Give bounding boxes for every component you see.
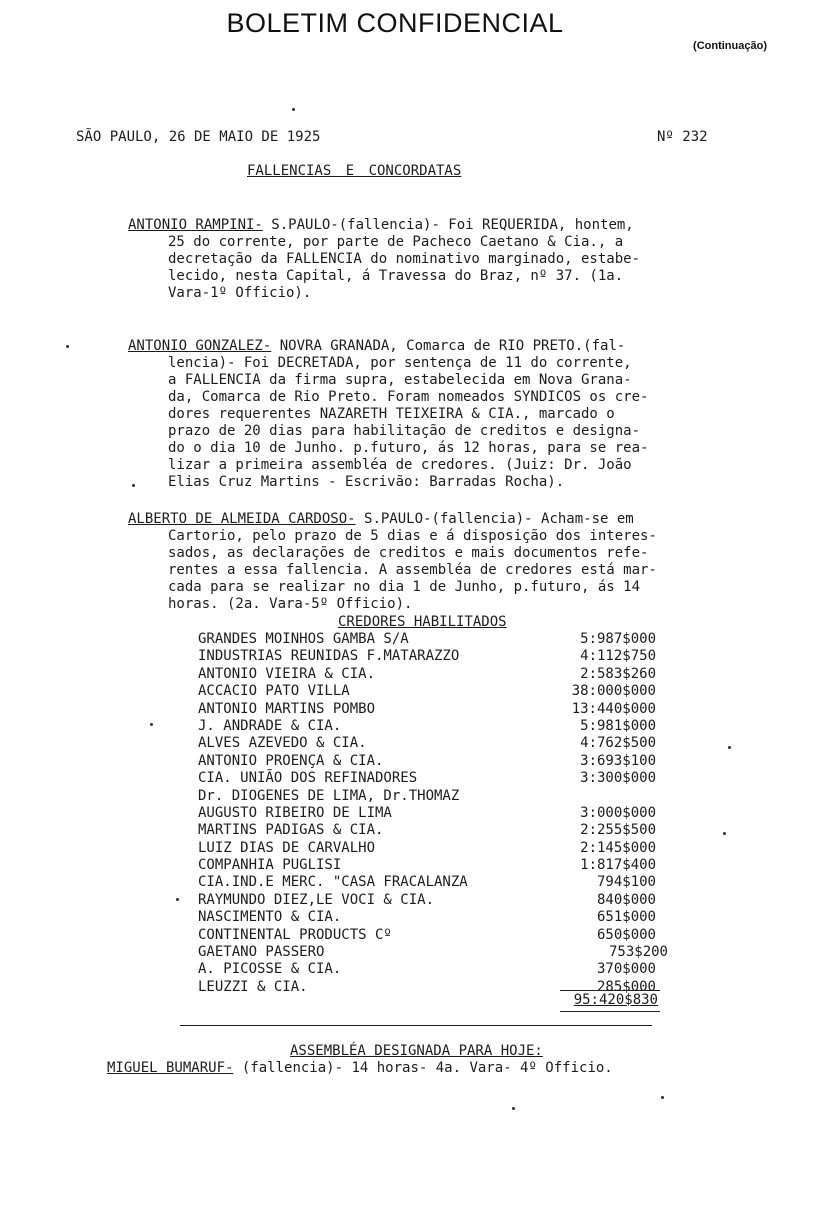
scan-speck [150,723,153,726]
assembly-entry [107,1060,613,1076]
entry-name: ALBERTO DE ALMEIDA CARDOSO- [128,511,356,527]
creditor-row [198,891,656,909]
creditor-amount: 2:583$260 [580,665,656,682]
creditor-row [198,804,656,822]
creditors-total [568,992,658,1008]
creditor-name: GRANDES MOINHOS GAMBA S/A [198,631,409,647]
entry-line: decretação da FALLENCIA do nominativo marginado, estabe- [168,251,641,267]
creditor-row [198,648,656,665]
creditor-row [198,926,656,944]
creditors-list [198,631,668,996]
entry-line: prazo de 20 dias para habilitação de creditos e designa- [168,423,641,439]
creditor-amount: 3:000$000 [580,804,656,821]
entry-line: dores requerentes NAZARETH TEIXEIRA & CIA., marcado o [168,406,615,422]
creditors-heading: CREDORES HABILITADOS [338,614,507,630]
creditor-name: INDUSTRIAS REUNIDAS F.MATARAZZO [198,648,460,665]
creditor-name: ANTONIO VIEIRA & CIA. [198,665,376,682]
scan-speck [723,832,726,835]
entry-line: do o dia 10 de Junho. p.futuro, ás 12 horas, para se rea- [168,440,649,456]
creditor-amount: 2:145$000 [580,839,656,856]
creditor-name: NASCIMENTO & CIA. [198,909,342,926]
fallencia-entry [128,511,657,613]
entry-line: S.PAULO-(fallencia)- Acham-se em [364,511,634,527]
entry-line: cada para se realizar no dia 1 de Junho, p.futuro, ás 14 [168,579,641,595]
document-title: BOLETIM CONFIDENCIAL [226,8,564,38]
entry-line: rentes a essa fallencia. A assembléa de credores está mar- [168,562,657,578]
creditor-amount: 38:000$000 [571,683,656,700]
assembly-text: (fallencia)- 14 horas- 4a. Vara- 4º Officio. [241,1060,613,1076]
entry-line: lecido, nesta Capital, á Travessa do Braz, nº 37. (1a. [168,268,624,284]
entry-name: ANTONIO GONZALEZ- [128,338,272,354]
assembly-name: MIGUEL BUMARUF- [107,1060,234,1076]
entry-line: lencia)- Foi DECRETADA, por sentença de 11 do corrente, [168,355,632,371]
creditor-row [198,665,656,683]
entry-line: sados, as declarações de creditos e mais documentos refe- [168,545,649,561]
entry-line: NOVRA GRANADA, Comarca de RIO PRETO.(fal- [279,338,626,354]
entry-line: Elias Cruz Martins - Escrivão: Barradas Rocha). [168,474,565,490]
total-double-rule [560,1011,660,1012]
section-title: FALLENCIAS E CONCORDATAS [247,163,462,179]
creditor-name: A. PICOSSE & CIA. [198,961,342,978]
creditor-row [198,839,656,857]
entry-name: ANTONIO RAMPINI- [128,217,263,233]
creditor-amount: 3:300$000 [580,770,656,787]
entry-line: 25 do corrente, por parte de Pacheco Caetano & Cia., a [168,234,624,250]
continuation-label: (Continuação) [693,40,767,52]
creditor-name: COMPANHIA PUGLISI [198,857,342,874]
creditor-amount: 5:987$000 [580,631,656,647]
creditor-row [198,788,648,805]
creditor-amount: 2:255$500 [580,822,656,839]
creditor-amount: 285$000 [596,978,656,995]
creditor-row [198,874,656,891]
total-amount: 95:420$830 [573,992,658,1008]
creditor-row [198,770,656,787]
creditor-row [198,717,656,735]
creditor-name: CIA. UNIÃO DOS REFINADORES [198,770,418,787]
creditor-row [198,822,656,839]
creditor-name: J. ANDRADE & CIA. [198,717,342,734]
creditor-name: Dr. DIOGENES DE LIMA, Dr.THOMAZ [198,787,460,804]
creditor-name: GAETANO PASSERO [198,944,325,961]
scan-speck [176,898,179,901]
entry-line: Cartorio, pelo prazo de 5 dias e á disposição dos interes- [168,528,657,544]
scan-speck [66,345,69,348]
creditor-name: ALVES AZEVEDO & CIA. [198,735,367,752]
creditor-amount: 370$000 [596,961,656,978]
creditor-amount: 1:817$400 [580,857,656,874]
creditor-name: ACCACIO PATO VILLA [198,683,350,700]
creditor-row [198,961,656,978]
creditor-name: ANTONIO PROENÇA & CIA. [198,752,384,769]
entry-line: Vara-1º Officio). [168,285,312,301]
creditor-amount: 794$100 [596,874,656,891]
entry-line: da, Comarca de Rio Preto. Foram nomeados SYNDICOS os cre- [168,389,649,405]
creditor-amount: 4:112$750 [580,648,656,665]
creditor-amount: 650$000 [596,926,656,943]
creditor-name: AUGUSTO RIBEIRO DE LIMA [198,804,392,821]
scan-speck [661,1096,664,1099]
entry-line: a FALLENCIA da firma supra, estabelecida em Nova Grana- [168,372,632,388]
fallencia-entry [128,217,640,302]
scan-speck [132,484,135,487]
creditor-row [198,700,656,718]
fallencia-entry [128,338,648,491]
dateline: SÃO PAULO, 26 DE MAIO DE 1925 [76,129,321,145]
creditor-row [198,909,656,926]
creditor-row [198,857,656,874]
entry-line: horas. (2a. Vara-5º Officio). [168,596,413,612]
creditor-amount: 13:440$000 [571,700,656,717]
creditor-row [198,631,656,648]
assembly-heading: ASSEMBLÉA DESIGNADA PARA HOJE: [290,1043,543,1059]
bulletin-number: Nº 232 [657,129,708,145]
creditor-row [198,735,656,752]
creditor-row [198,944,668,961]
creditor-amount: 651$000 [596,909,656,926]
entry-line: S.PAULO-(fallencia)- Foi REQUERIDA, hontem, [271,217,634,233]
creditor-name: LEUZZI & CIA. [198,978,308,995]
entry-line: lizar a primeira assembléa de credores. (Juiz: Dr. João [168,457,632,473]
creditor-amount: 4:762$500 [580,735,656,752]
creditor-name: CIA.IND.E MERC. "CASA FRACALANZA [198,874,468,891]
creditor-row [198,752,656,770]
scan-speck [512,1107,515,1110]
scan-speck [728,746,731,749]
creditor-amount: 753$200 [608,944,668,961]
creditor-name: CONTINENTAL PRODUCTS Cº [198,926,392,943]
creditor-row [198,683,656,700]
section-divider [180,1025,652,1026]
scan-speck [292,108,295,111]
creditor-name: RAYMUNDO DIEZ,LE VOCI & CIA. [198,891,435,908]
subtotal-rule [560,990,660,991]
creditor-name: MARTINS PADIGAS & CIA. [198,822,384,839]
creditor-name: LUIZ DIAS DE CARVALHO [198,839,376,856]
creditor-amount: 3:693$100 [580,752,656,769]
creditor-amount: 840$000 [596,891,656,908]
creditor-name: ANTONIO MARTINS POMBO [198,700,376,717]
creditor-amount: 5:981$000 [580,717,656,734]
